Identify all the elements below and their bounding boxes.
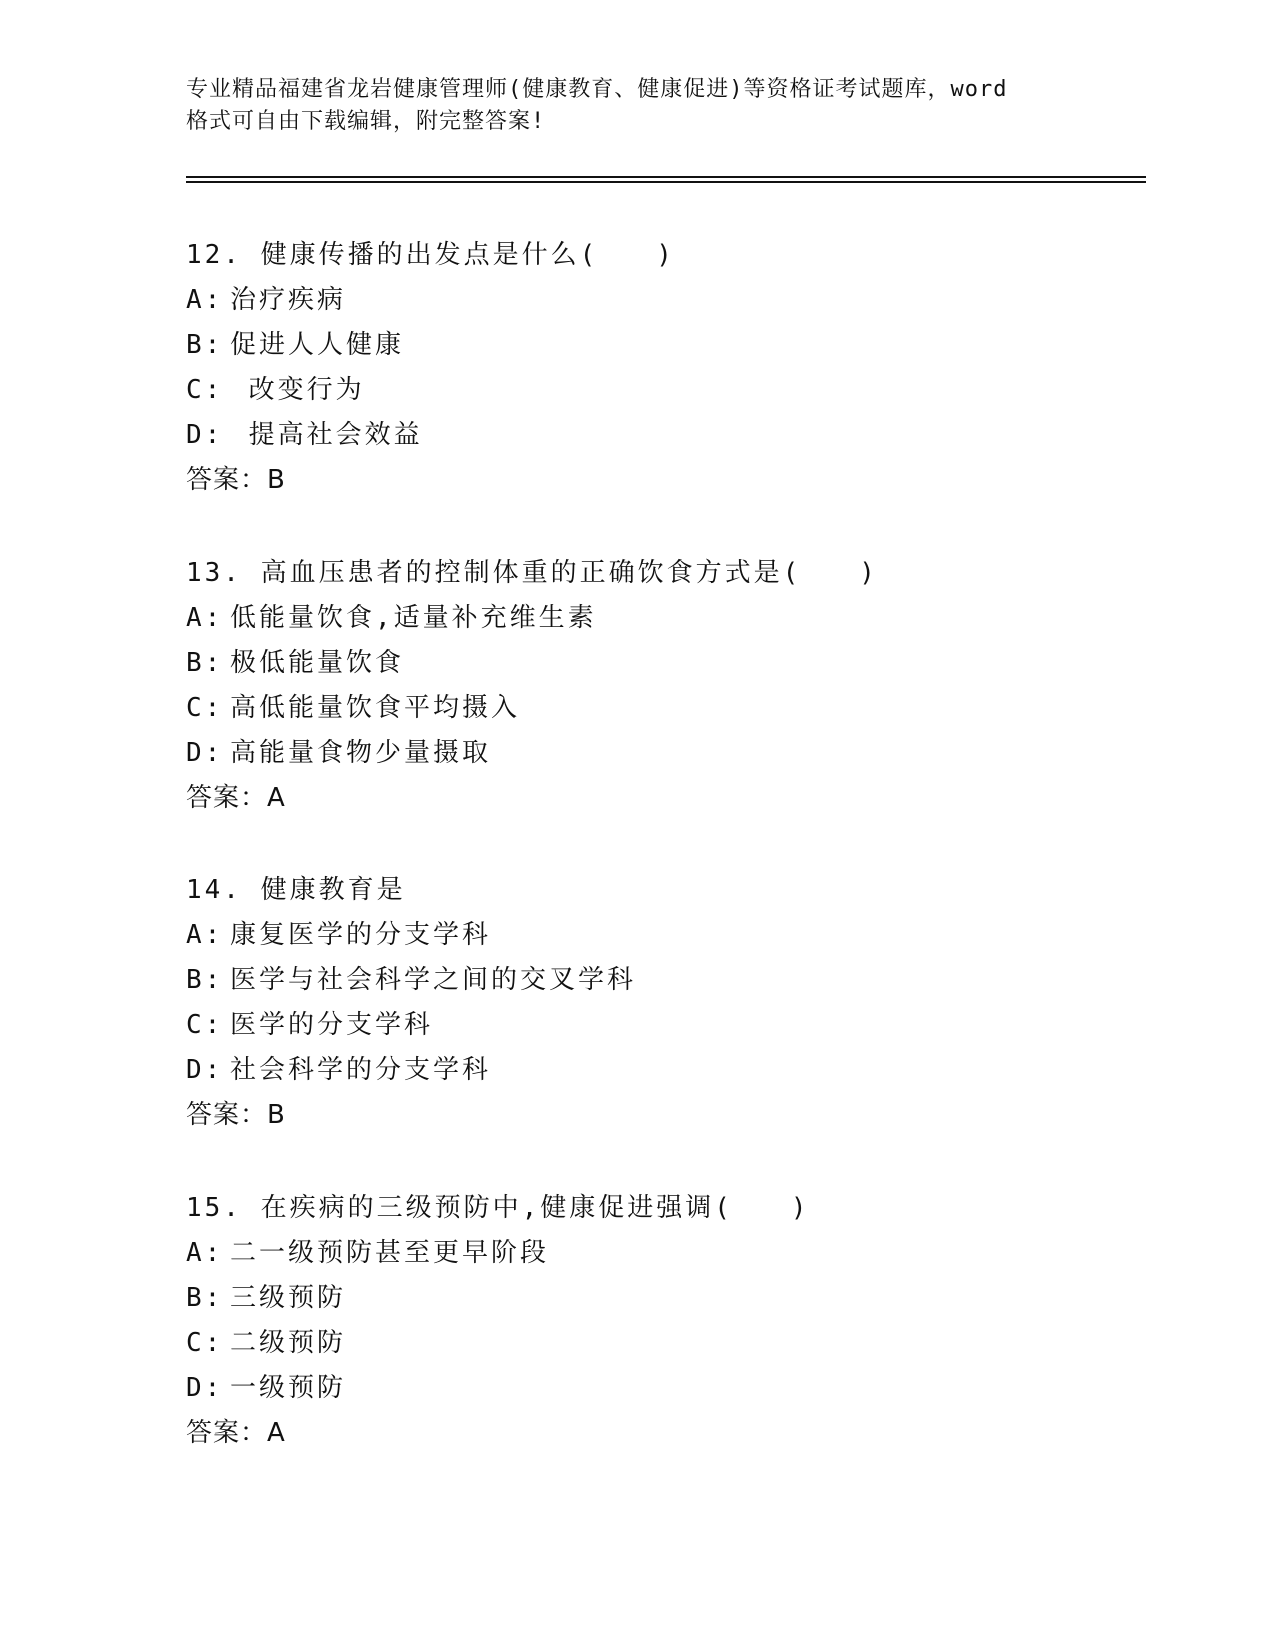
question-stem: 13. 高血压患者的控制体重的正确饮食方式是( ) xyxy=(186,558,878,588)
option-letter: B: xyxy=(186,1283,224,1313)
question-stem: 12. 健康传播的出发点是什么( ) xyxy=(186,240,675,270)
option-text: 三级预防 xyxy=(230,1283,347,1313)
option-letter: B: xyxy=(186,330,224,360)
option-text: 促进人人健康 xyxy=(230,330,405,360)
option-text: 二一级预防甚至更早阶段 xyxy=(230,1238,550,1268)
option-letter: C: xyxy=(186,693,224,723)
answer-line: 答案：B xyxy=(186,1100,286,1130)
header-divider-top xyxy=(186,176,1146,178)
option-letter: D: xyxy=(186,420,224,450)
option-text: 治疗疾病 xyxy=(230,285,347,315)
option-b xyxy=(186,958,1146,1003)
option-letter: D: xyxy=(186,1055,224,1085)
option-text: 改变行为 xyxy=(230,375,365,405)
option-letter: B: xyxy=(186,648,224,678)
question-stem: 14. 健康教育是 xyxy=(186,875,406,905)
option-letter: A: xyxy=(186,920,224,950)
option-text: 康复医学的分支学科 xyxy=(230,920,492,950)
question-block xyxy=(186,551,1146,821)
option-a xyxy=(186,596,1146,641)
option-text: 医学的分支学科 xyxy=(230,1010,434,1040)
header-line-2: 格式可自由下载编辑，附完整答案! xyxy=(186,109,546,134)
question-stem: 15. 在疾病的三级预防中,健康促进强调( ) xyxy=(186,1193,810,1223)
option-letter: C: xyxy=(186,1328,224,1358)
answer-line: 答案：B xyxy=(186,465,286,495)
option-a xyxy=(186,913,1146,958)
option-c xyxy=(186,368,1146,413)
answer-line: 答案：A xyxy=(186,1418,286,1448)
option-text: 社会科学的分支学科 xyxy=(230,1055,492,1085)
option-d xyxy=(186,1366,1146,1411)
option-letter: C: xyxy=(186,375,224,405)
option-c xyxy=(186,686,1146,731)
option-b xyxy=(186,323,1146,368)
option-letter: D: xyxy=(186,1373,224,1403)
option-text: 一级预防 xyxy=(230,1373,347,1403)
option-b xyxy=(186,641,1146,686)
option-d xyxy=(186,1048,1146,1093)
option-letter: A: xyxy=(186,1238,224,1268)
option-d xyxy=(186,731,1146,776)
option-letter: D: xyxy=(186,738,224,768)
option-text: 医学与社会科学之间的交叉学科 xyxy=(230,965,637,995)
option-a xyxy=(186,278,1146,323)
header-divider-bottom xyxy=(186,181,1146,183)
option-text: 低能量饮食,适量补充维生素 xyxy=(230,603,597,633)
question-block xyxy=(186,233,1146,503)
option-text: 极低能量饮食 xyxy=(230,648,405,678)
header-line-1: 专业精品福建省龙岩健康管理师(健康教育、健康促进)等资格证考试题库，word xyxy=(186,77,1008,102)
option-letter: A: xyxy=(186,285,224,315)
option-letter: B: xyxy=(186,965,224,995)
document-header xyxy=(186,74,1066,138)
answer-line: 答案：A xyxy=(186,783,286,813)
option-text: 高低能量饮食平均摄入 xyxy=(230,693,521,723)
option-letter: A: xyxy=(186,603,224,633)
option-c xyxy=(186,1003,1146,1048)
option-d xyxy=(186,413,1146,458)
option-text: 提高社会效益 xyxy=(230,420,423,450)
option-b xyxy=(186,1276,1146,1321)
question-block xyxy=(186,1186,1146,1456)
question-block xyxy=(186,868,1146,1138)
option-a xyxy=(186,1231,1146,1276)
option-c xyxy=(186,1321,1146,1366)
option-text: 二级预防 xyxy=(230,1328,347,1358)
option-letter: C: xyxy=(186,1010,224,1040)
option-text: 高能量食物少量摄取 xyxy=(230,738,492,768)
